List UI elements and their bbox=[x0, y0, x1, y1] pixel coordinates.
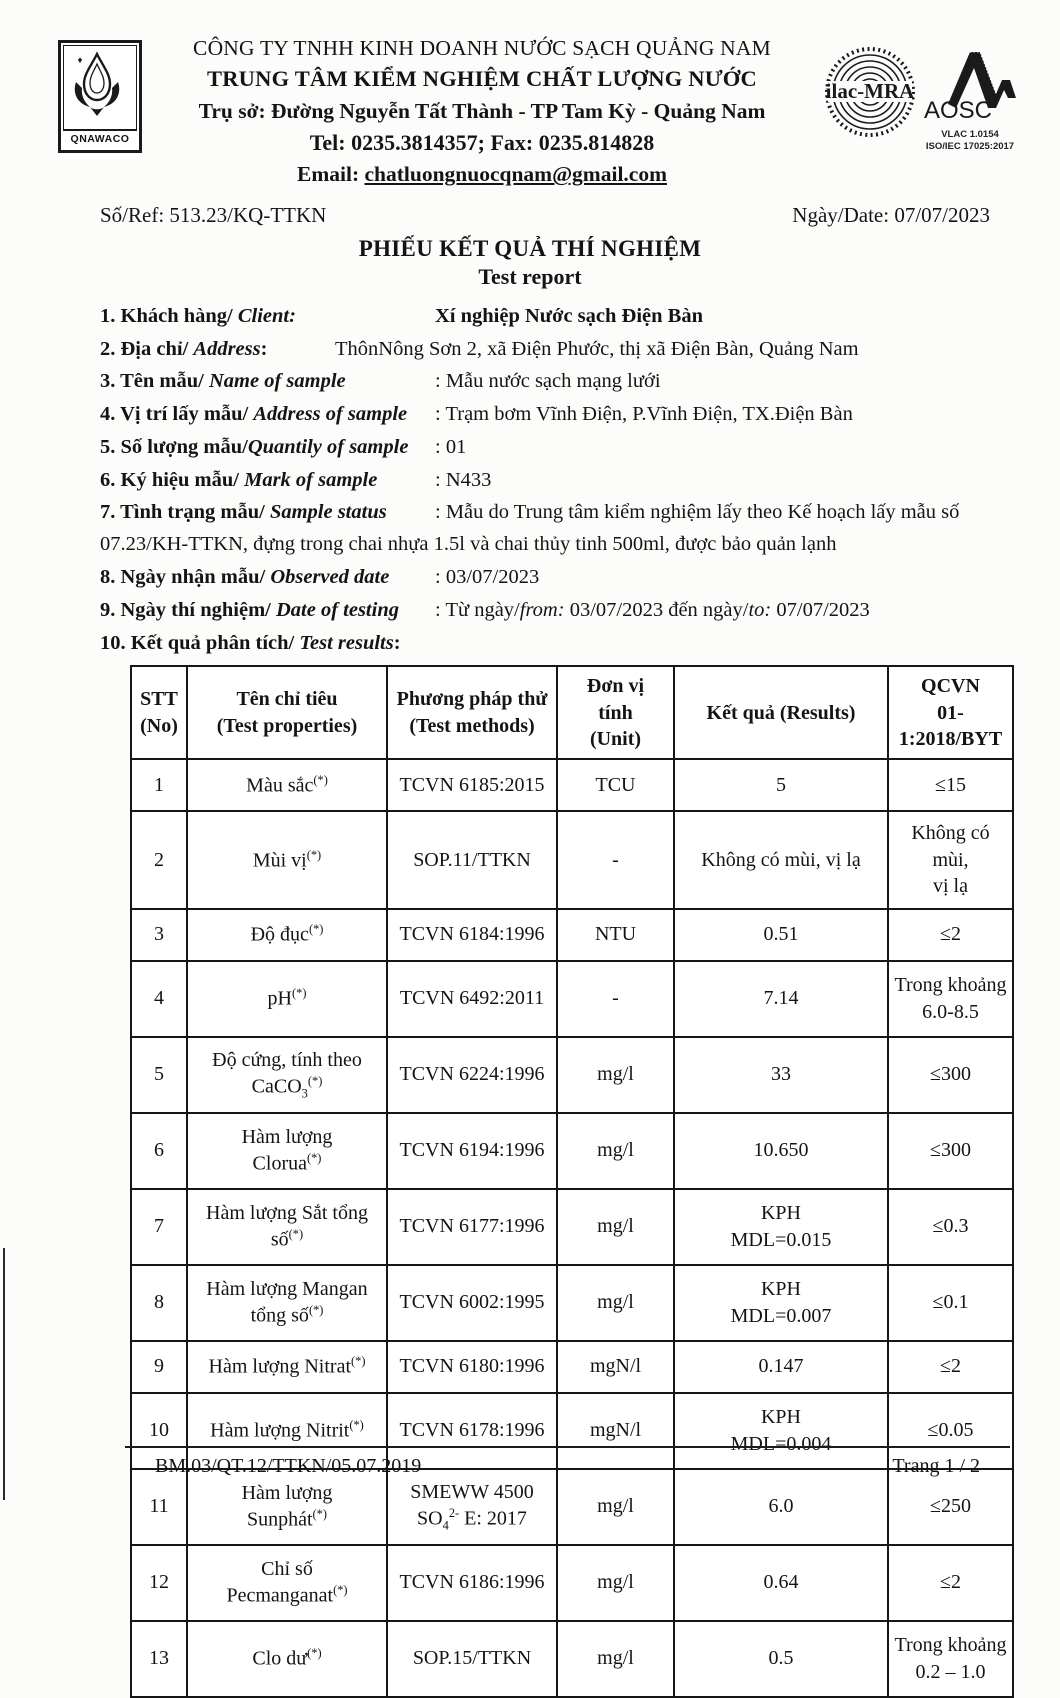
cell-no: 4 bbox=[131, 961, 187, 1037]
sample-location-label-en: Address of sample bbox=[253, 403, 408, 426]
column-header-4: Kết quả (Results) bbox=[674, 666, 888, 759]
company-address: Trụ sở: Đường Nguyễn Tất Thành - TP Tam Kỳ - Quảng Nam bbox=[198, 99, 766, 124]
sample-mark-label-en: Mark of sample bbox=[244, 468, 378, 491]
report-title-en: Test report bbox=[478, 263, 582, 289]
cell-unit: mg/l bbox=[557, 1265, 674, 1341]
meta-row bbox=[0, 189, 1060, 228]
scan-artifact-line bbox=[3, 1248, 5, 1500]
cell-no: 1 bbox=[131, 759, 187, 811]
sample-quantity-label-vi: 5. Số lượng mẫu/ bbox=[100, 435, 248, 458]
table-row bbox=[131, 1469, 1013, 1545]
cell-limit: ≤0.3 bbox=[888, 1189, 1013, 1265]
testing-date-label-vi: 9. Ngày thí nghiệm/ bbox=[100, 598, 271, 621]
cell-method: TCVN 6177:1996 bbox=[387, 1189, 557, 1265]
observed-date-value: : 03/07/2023 bbox=[435, 565, 540, 588]
cell-name: Độ cứng, tính theo CaCO$_3$(*) bbox=[187, 1037, 387, 1113]
client-label-vi: 1. Khách hàng/ bbox=[100, 304, 233, 327]
column-header-1: Tên chỉ tiêu (Test properties) bbox=[187, 666, 387, 759]
cell-method: TCVN 6184:1996 bbox=[387, 909, 557, 961]
info-sample-status bbox=[100, 497, 1000, 561]
qnawaco-logo-icon bbox=[58, 40, 142, 153]
column-header-3: Đơn vị tính (Unit) bbox=[557, 666, 674, 759]
table-row bbox=[131, 1341, 1013, 1393]
results-table-wrapper bbox=[0, 659, 1060, 1697]
sample-name-label-en: Name of sample bbox=[208, 370, 346, 393]
footer-divider bbox=[125, 1446, 1010, 1448]
cell-name: Hàm lượng Sắt tổng số(*) bbox=[187, 1189, 387, 1265]
cell-result: 7.14 bbox=[674, 961, 888, 1037]
table-row bbox=[131, 759, 1013, 811]
document-header bbox=[0, 0, 1060, 189]
cell-unit: mg/l bbox=[557, 1469, 674, 1545]
cell-result: 0.147 bbox=[674, 1341, 888, 1393]
cell-name: Hàm lượng Sunphát(*) bbox=[187, 1469, 387, 1545]
sample-info-section bbox=[0, 290, 1060, 659]
cell-no: 11 bbox=[131, 1469, 187, 1545]
aosc-logo-icon bbox=[922, 46, 1018, 124]
info-testing-date bbox=[100, 595, 1000, 627]
cell-method: SMEWW 4500 $SO_4^{2-}$ E: 2017 bbox=[387, 1469, 557, 1545]
column-header-5: QCVN 01- 1:2018/BYT bbox=[888, 666, 1013, 759]
qnawaco-logo-text: QNAWACO bbox=[63, 130, 137, 148]
cell-result: KPH MDL=0.004 bbox=[674, 1393, 888, 1469]
testing-date-label-en: Date of testing bbox=[275, 598, 399, 621]
cell-limit: ≤15 bbox=[888, 759, 1013, 811]
table-row bbox=[131, 1189, 1013, 1265]
report-date: Ngày/Date: 07/07/2023 bbox=[792, 202, 990, 227]
cell-name: Hàm lượng Mangan tổng số(*) bbox=[187, 1265, 387, 1341]
email-label: Email: bbox=[297, 162, 360, 187]
sample-name-label-vi: 3. Tên mẫu/ bbox=[100, 370, 204, 393]
cell-no: 12 bbox=[131, 1545, 187, 1621]
cell-no: 2 bbox=[131, 811, 187, 908]
cell-no: 5 bbox=[131, 1037, 187, 1113]
company-name: CÔNG TY TNHH KINH DOANH NƯỚC SẠCH QUẢNG NAM bbox=[193, 36, 771, 60]
test-results-colon: : bbox=[393, 631, 401, 654]
cell-unit: mg/l bbox=[557, 1189, 674, 1265]
water-drop-hands-icon bbox=[64, 46, 131, 124]
address-colon: : bbox=[260, 337, 268, 360]
cell-name: Chỉ số Pecmanganat(*) bbox=[187, 1545, 387, 1621]
client-label-en: Client: bbox=[237, 304, 296, 327]
table-header-row bbox=[131, 666, 1013, 759]
cell-result: 10.650 bbox=[674, 1113, 888, 1189]
info-test-results-heading bbox=[100, 628, 1000, 660]
cell-unit: - bbox=[557, 811, 674, 908]
address-label-vi: 2. Địa chỉ/ bbox=[100, 337, 189, 360]
cell-limit: Không có mùi, vị lạ bbox=[888, 811, 1013, 908]
table-row bbox=[131, 811, 1013, 908]
table-row bbox=[131, 961, 1013, 1037]
address-label-en: Address bbox=[193, 337, 261, 360]
cell-method: TCVN 6185:2015 bbox=[387, 759, 557, 811]
info-sample-location bbox=[100, 399, 1000, 431]
table-row bbox=[131, 1545, 1013, 1621]
sample-status-label-vi: 7. Tình trạng mẫu/ bbox=[100, 501, 265, 524]
cell-result: 5 bbox=[674, 759, 888, 811]
aosc-vlac-code: VLAC 1.0154 bbox=[941, 129, 999, 140]
cell-name: Hàm lượng Nitrit(*) bbox=[187, 1393, 387, 1469]
cell-limit: ≤0.05 bbox=[888, 1393, 1013, 1469]
cell-unit: - bbox=[557, 961, 674, 1037]
page-number: Trang 1 / 2 bbox=[892, 1455, 980, 1477]
cell-unit: mg/l bbox=[557, 1113, 674, 1189]
cell-unit: mg/l bbox=[557, 1545, 674, 1621]
center-name: TRUNG TÂM KIỂM NGHIỆM CHẤT LƯỢNG NƯỚC bbox=[207, 66, 757, 92]
aosc-iso-code: ISO/IEC 17025:2017 bbox=[925, 140, 1015, 152]
info-address bbox=[100, 334, 1000, 366]
sample-location-value: : Trạm bơm Vĩnh Điện, P.Vĩnh Điện, TX.Điện Bàn bbox=[435, 403, 853, 426]
cell-unit: mg/l bbox=[557, 1621, 674, 1697]
column-header-2: Phương pháp thử (Test methods) bbox=[387, 666, 557, 759]
cell-limit: ≤300 bbox=[888, 1113, 1013, 1189]
to-label: to: bbox=[748, 598, 772, 621]
cell-limit: ≤300 bbox=[888, 1037, 1013, 1113]
info-sample-name bbox=[100, 366, 1000, 398]
ilac-mra-logo-icon bbox=[824, 44, 916, 144]
cell-method: SOP.11/TTKN bbox=[387, 811, 557, 908]
sample-quantity-label-en: Quantily of sample bbox=[247, 435, 409, 458]
cell-method: TCVN 6186:1996 bbox=[387, 1545, 557, 1621]
cell-result: 0.51 bbox=[674, 909, 888, 961]
page-footer bbox=[155, 1455, 980, 1478]
cell-result: KPH MDL=0.007 bbox=[674, 1265, 888, 1341]
aosc-logo bbox=[922, 46, 1018, 153]
cell-name: Hàm lượng Nitrat(*) bbox=[187, 1341, 387, 1393]
sample-mark-label-vi: 6. Ký hiệu mẫu/ bbox=[100, 468, 239, 491]
cell-unit: NTU bbox=[557, 909, 674, 961]
company-email-line bbox=[146, 160, 818, 188]
cell-no: 7 bbox=[131, 1189, 187, 1265]
sample-status-value: : Mẫu do Trung tâm kiểm nghiệm lấy theo Kế hoạch lấy mẫu số 07.23/KH-TTKN, đựng trong chai nhựa 1.5l và chai thủy tinh 500ml, được bảo quản lạnh bbox=[100, 501, 960, 556]
observed-date-label-en: Observed date bbox=[270, 565, 390, 588]
ilac-mra-text: ilac-MRA bbox=[825, 79, 915, 103]
info-sample-quantity bbox=[100, 432, 1000, 464]
test-results-label-en: Test results bbox=[299, 631, 394, 654]
address-value: ThônNông Sơn 2, xã Điện Phước, thị xã Điện Bàn, Quảng Nam bbox=[335, 337, 859, 360]
sample-location-label-vi: 4. Vị trí lấy mẫu/ bbox=[100, 403, 249, 426]
cell-limit: ≤2 bbox=[888, 909, 1013, 961]
table-row bbox=[131, 1113, 1013, 1189]
cell-limit: ≤2 bbox=[888, 1545, 1013, 1621]
cell-unit: TCU bbox=[557, 759, 674, 811]
cell-name: Độ đục(*) bbox=[187, 909, 387, 961]
from-label: from: bbox=[519, 598, 565, 621]
cell-limit: Trong khoảng 0.2 – 1.0 bbox=[888, 1621, 1013, 1697]
cell-no: 3 bbox=[131, 909, 187, 961]
table-row bbox=[131, 1621, 1013, 1697]
aosc-text: AOSC bbox=[924, 97, 993, 124]
company-header-text bbox=[140, 34, 824, 189]
cell-method: TCVN 6194:1996 bbox=[387, 1113, 557, 1189]
company-logo bbox=[58, 34, 140, 153]
cell-no: 10 bbox=[131, 1393, 187, 1469]
report-title-vi: PHIẾU KẾT QUẢ THÍ NGHIỆM bbox=[358, 235, 702, 261]
sample-status-label-en: Sample status bbox=[269, 501, 387, 524]
email-link[interactable]: chatluongnuocqnam@gmail.com bbox=[364, 162, 667, 187]
cell-no: 13 bbox=[131, 1621, 187, 1697]
sample-name-value: : Mẫu nước sạch mạng lưới bbox=[435, 370, 661, 393]
accreditation-logos bbox=[824, 34, 1020, 153]
cell-result: 0.5 bbox=[674, 1621, 888, 1697]
cell-method: TCVN 6224:1996 bbox=[387, 1037, 557, 1113]
table-row bbox=[131, 1037, 1013, 1113]
cell-method: TCVN 6180:1996 bbox=[387, 1341, 557, 1393]
cell-result: 33 bbox=[674, 1037, 888, 1113]
cell-name: Màu sắc(*) bbox=[187, 759, 387, 811]
cell-method: TCVN 6002:1995 bbox=[387, 1265, 557, 1341]
cell-name: Hàm lượng Clorua(*) bbox=[187, 1113, 387, 1189]
test-results-table bbox=[130, 665, 1014, 1697]
testing-date-value: : Từ ngày/from: 03/07/2023 đến ngày/to: 07/07/2023 bbox=[435, 598, 870, 621]
observed-date-label-vi: 8. Ngày nhận mẫu/ bbox=[100, 565, 266, 588]
test-results-label-vi: 10. Kết quả phân tích/ bbox=[100, 631, 295, 654]
cell-unit: mg/l bbox=[557, 1037, 674, 1113]
form-code: BM.03/QT.12/TTKN/05.07.2019 bbox=[155, 1455, 422, 1477]
column-header-0: STT (No) bbox=[131, 666, 187, 759]
cell-name: pH(*) bbox=[187, 961, 387, 1037]
cell-method: TCVN 6492:2011 bbox=[387, 961, 557, 1037]
info-observed-date bbox=[100, 562, 1000, 594]
table-row bbox=[131, 909, 1013, 961]
cell-name: Mùi vị(*) bbox=[187, 811, 387, 908]
cell-limit: ≤2 bbox=[888, 1341, 1013, 1393]
cell-limit: Trong khoảng 6.0-8.5 bbox=[888, 961, 1013, 1037]
info-sample-mark bbox=[100, 465, 1000, 497]
ref-number: Số/Ref: 513.23/KQ-TTKN bbox=[100, 202, 327, 227]
cell-result: KPH MDL=0.015 bbox=[674, 1189, 888, 1265]
cell-method: SOP.15/TTKN bbox=[387, 1621, 557, 1697]
cell-result: 0.64 bbox=[674, 1545, 888, 1621]
cell-result: 6.0 bbox=[674, 1469, 888, 1545]
info-client bbox=[100, 301, 1000, 333]
client-value: Xí nghiệp Nước sạch Điện Bàn bbox=[435, 304, 703, 327]
cell-limit: ≤250 bbox=[888, 1469, 1013, 1545]
cell-no: 8 bbox=[131, 1265, 187, 1341]
cell-result: Không có mùi, vị lạ bbox=[674, 811, 888, 908]
company-tel-fax: Tel: 0235.3814357; Fax: 0235.814828 bbox=[309, 130, 655, 156]
cell-name: Clo dư(*) bbox=[187, 1621, 387, 1697]
cell-unit: mgN/l bbox=[557, 1393, 674, 1469]
cell-limit: ≤0.1 bbox=[888, 1265, 1013, 1341]
cell-no: 9 bbox=[131, 1341, 187, 1393]
sample-quantity-value: : 01 bbox=[435, 435, 467, 458]
cell-unit: mgN/l bbox=[557, 1341, 674, 1393]
cell-method: TCVN 6178:1996 bbox=[387, 1393, 557, 1469]
table-row bbox=[131, 1265, 1013, 1341]
cell-no: 6 bbox=[131, 1113, 187, 1189]
sample-mark-value: : N433 bbox=[435, 468, 492, 491]
